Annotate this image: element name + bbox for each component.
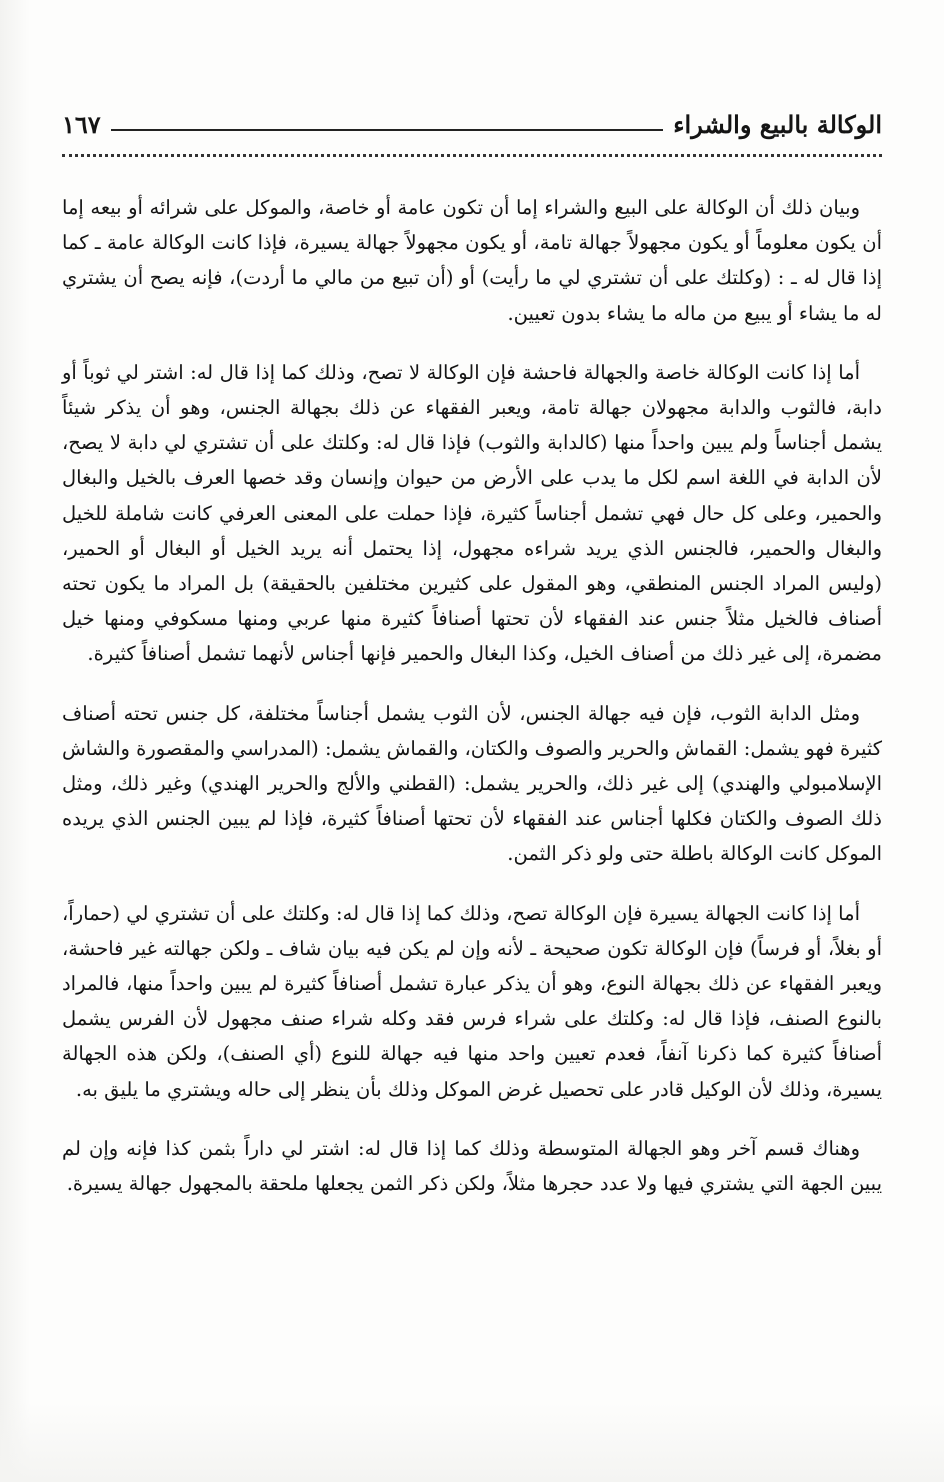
body-text	[62, 190, 882, 1201]
header-rule	[111, 129, 664, 131]
scan-shadow-bottom	[0, 1402, 944, 1482]
dotted-separator	[62, 154, 882, 157]
page-header	[62, 104, 882, 144]
paragraph: ومثل الدابة الثوب، فإن فيه جهالة الجنس، لأن الثوب يشمل أجناساً مختلفة، كل جنس تحته أصناف كثيرة فهو يشمل: القماش والحرير والصوف والكتان، والقماش يشمل: (المدراسي والمقصورة والشاش الإسلامبولي والهندي) إلى غير ذلك، والحرير يشمل: (القطني والألج والحرير الهندي) وغير ذلك، ومثل ذلك الصوف والكتان فكلها أجناس عند الفقهاء لأن تحتها أصنافاً كثيرة، فإذا لم يبين الجنس الذي يريده الموكل كانت الوكالة باطلة حتى ولو ذكر الثمن.	[62, 701, 882, 866]
scan-shadow-left	[0, 0, 30, 1482]
paragraph: أما إذا كانت الوكالة خاصة والجهالة فاحشة فإن الوكالة لا تصح، وذلك كما إذا قال له: اشتر لي ثوباً أو دابة، فالثوب والدابة مجهولان جهالة تامة، ويعبر الفقهاء عن ذلك بجهالة الجنس، وهو أن يذكر شيئاً يشمل أجناساً ولم يبين واحداً منها (كالدابة والثوب) فإذا قال له: وكلتك على أن تشتري لي دابة لا يصح، لأن الدابة في اللغة اسم لكل ما يدب على الأرض من حيوان وإنسان وقد خصها العرف بالخيل والبغال والحمير، وعلى كل حال فهي تشمل أجناساً كثيرة، فإذا حملت على المعنى العرفي كانت شاملة للخيل والبغال والحمير، فالجنس الذي يريد شراءه مجهول، إذا يحتمل أنه يريد الخيل أو البغال أو الحمير، (وليس المراد الجنس المنطقي، وهو المقول على كثيرين مختلفين بالحقيقة) بل المراد ما يكون تحته أصناف فالخيل مثلاً جنس عند الفقهاء لأن تحتها أصنافاً كثيرة منها عربي ومنها مسكوفي ومنها خيل مضمرة، إلى غير ذلك من أصناف الخيل، وكذا البغال والحمير فإنها أجناس لأنهما تشمل أصنافاً كثيرة.	[62, 360, 882, 666]
page-number: ١٦٧	[62, 109, 101, 139]
paragraph: وبيان ذلك أن الوكالة على البيع والشراء إما أن تكون عامة أو خاصة، والموكل على شرائه أو بيعه إما أن يكون معلوماً أو يكون مجهولاً جهالة تامة، أو يكون مجهولاً جهالة يسيرة، فإذا كانت الوكالة عامة ـ كما إذا قال له ـ : (وكلتك على أن تشتري لي ما رأيت) أو (أن تبيع من مالي ما أردت)، فإنه يصح أن يشتري له ما يشاء أو يبيع من ماله ما يشاء بدون تعيين.	[62, 196, 882, 325]
running-title: الوكالة بالبيع والشراء	[673, 109, 882, 139]
paragraph: أما إذا كانت الجهالة يسيرة فإن الوكالة تصح، وذلك كما إذا قال له: وكلتك على أن تشتري لي (حماراً، أو بغلاً، أو فرساً) فإن الوكالة تكون صحيحة ـ لأنه وإن لم يكن فيه بيان شاف ـ ولكن جهالته غير فاحشة، ويعبر الفقهاء عن ذلك بجهالة النوع، وهو أن يذكر عبارة تشمل أصنافاً كثيرة لم يبين واحداً منها، فالمراد بالنوع الصنف، فإذا قال له: وكلتك على شراء فرس فقد وكله شراء صنف مجهول لأن الفرس يشمل أصنافاً كثيرة كما ذكرنا آنفاً، فعدم تعيين واحد منها فيه جهالة للنوع (أي الصنف)، ولكن هذه الجهالة يسيرة، وذلك لأن الوكيل قادر على تحصيل غرض الموكل وذلك بأن ينظر إلى حاله ويشتري ما يليق به.	[62, 901, 882, 1101]
paragraph: وهناك قسم آخر وهو الجهالة المتوسطة وذلك كما إذا قال له: اشتر لي داراً بثمن كذا فإنه وإن لم يبين الجهة التي يشتري فيها ولا عدد حجرها مثلاً، ولكن ذكر الثمن يجعلها ملحقة بالمجهول جهالة يسيرة.	[62, 1136, 882, 1196]
